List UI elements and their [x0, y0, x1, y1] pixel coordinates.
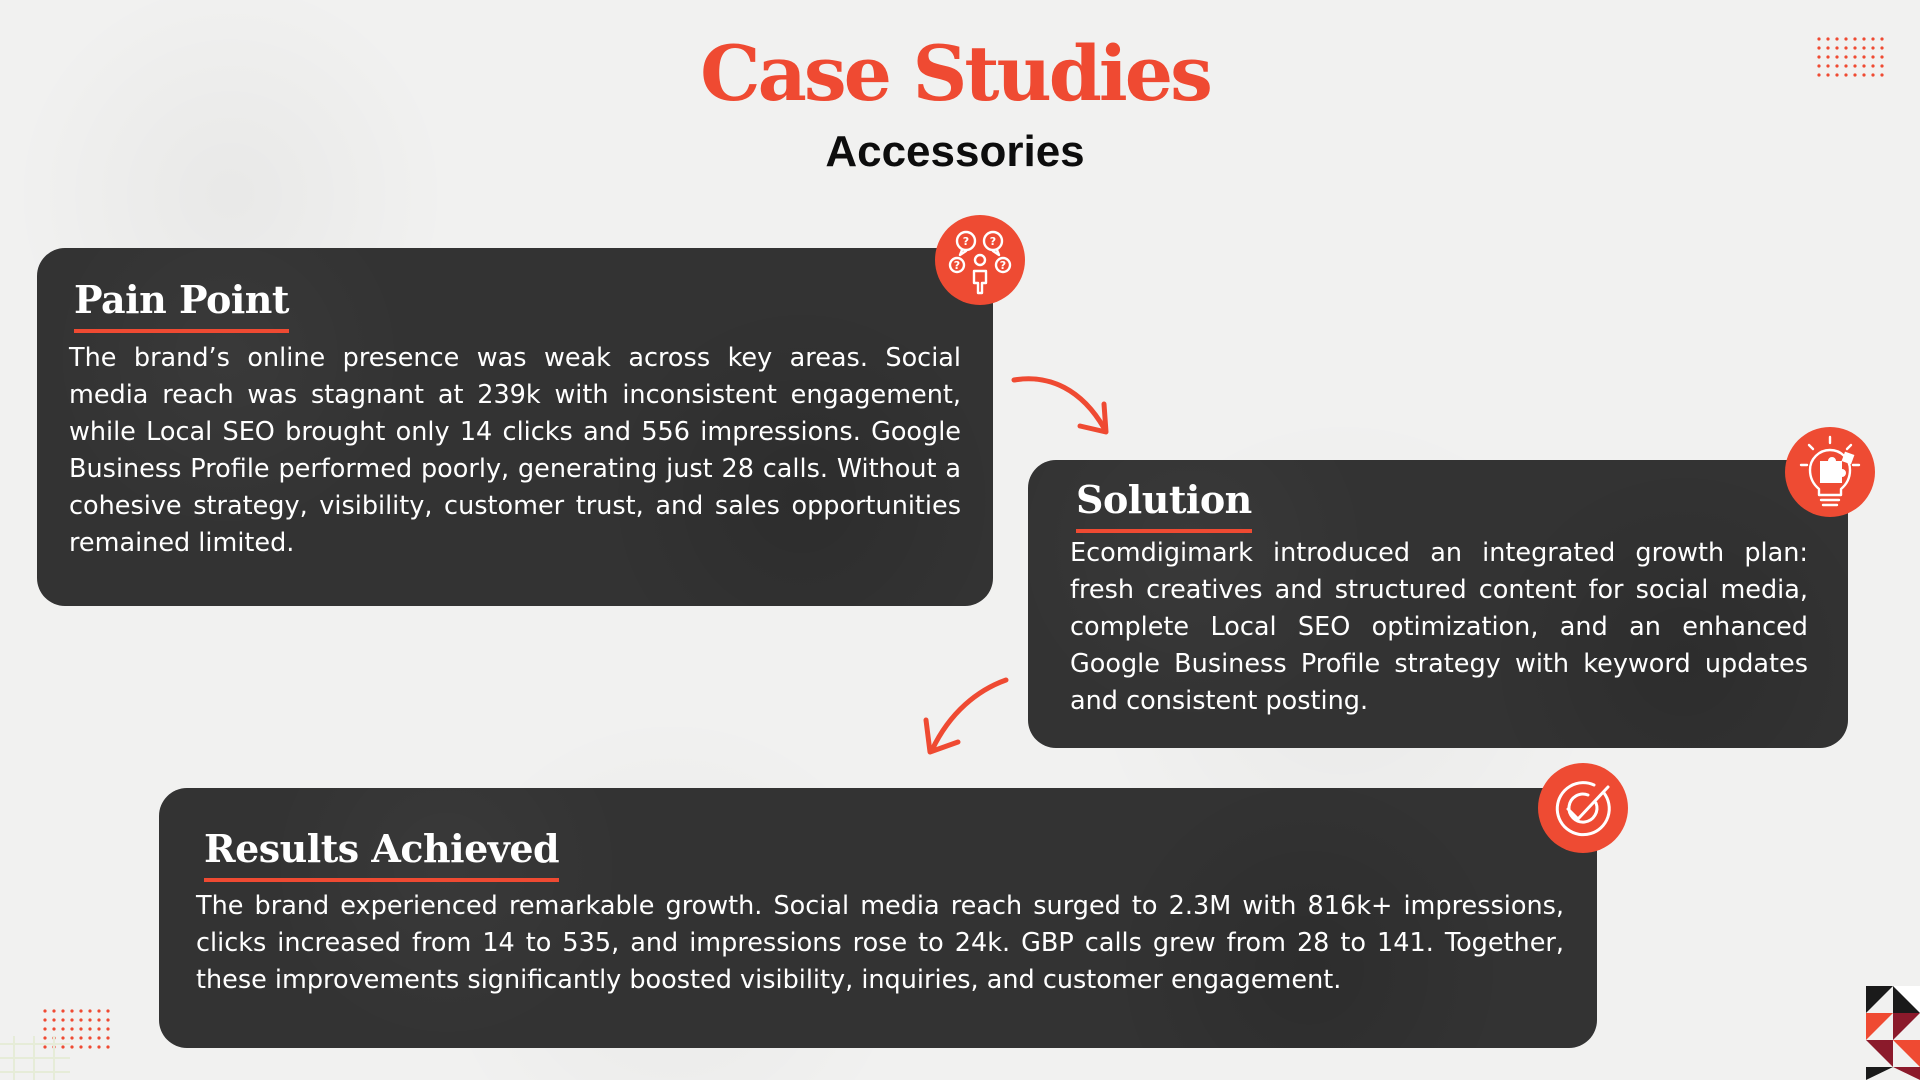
results-heading: Results Achieved — [204, 826, 559, 882]
page-title: Case Studies — [700, 29, 1210, 118]
solution-card — [1028, 460, 1848, 748]
arrow-right-down-icon — [1010, 370, 1114, 442]
dot-grid-decoration-top-right — [1816, 36, 1886, 80]
grid-lines-decoration — [0, 1036, 70, 1080]
svg-text:?: ? — [953, 259, 961, 272]
solution-heading: Solution — [1076, 477, 1252, 533]
triangle-pattern-decoration — [1866, 986, 1920, 1080]
arrow-left-down-icon — [920, 676, 1012, 758]
svg-text:?: ? — [962, 235, 970, 248]
svg-text:?: ? — [999, 259, 1007, 272]
pain-point-body: The brand’s online presence was weak across key areas. Social media reach was stagnant at 239k with inconsistent engagement, while Local SEO brought only 14 clicks and 556 impressions. Google Business Profile performed poorly, generating just 28 calls. Without a cohesive strategy, visibility, customer trust, and sales opportunities remained limited. — [69, 343, 961, 558]
lightbulb-puzzle-icon — [1785, 427, 1875, 517]
questions-people-icon — [935, 215, 1025, 305]
target-check-icon — [1538, 763, 1628, 853]
svg-text:?: ? — [989, 235, 997, 248]
solution-body: Ecomdigimark introduced an integrated growth plan: fresh creatives and structured content for social media, complete Local SEO optimization, and an enhanced Google Business Profile strategy with keyword updates and consistent posting. — [1070, 538, 1808, 716]
page-subtitle: Accessories — [825, 127, 1085, 176]
pain-point-heading: Pain Point — [74, 277, 289, 333]
pain-point-card — [37, 248, 993, 606]
results-card — [159, 788, 1597, 1048]
results-body: The brand experienced remarkable growth. Social media reach surged to 2.3M with 816k+ impressions, clicks increased from 14 to 535, and impressions rose to 24k. GBP calls grew from 28 to 141. Together, these improvements significantly boosted visibility, inquiries, and customer engagement. — [196, 891, 1564, 995]
